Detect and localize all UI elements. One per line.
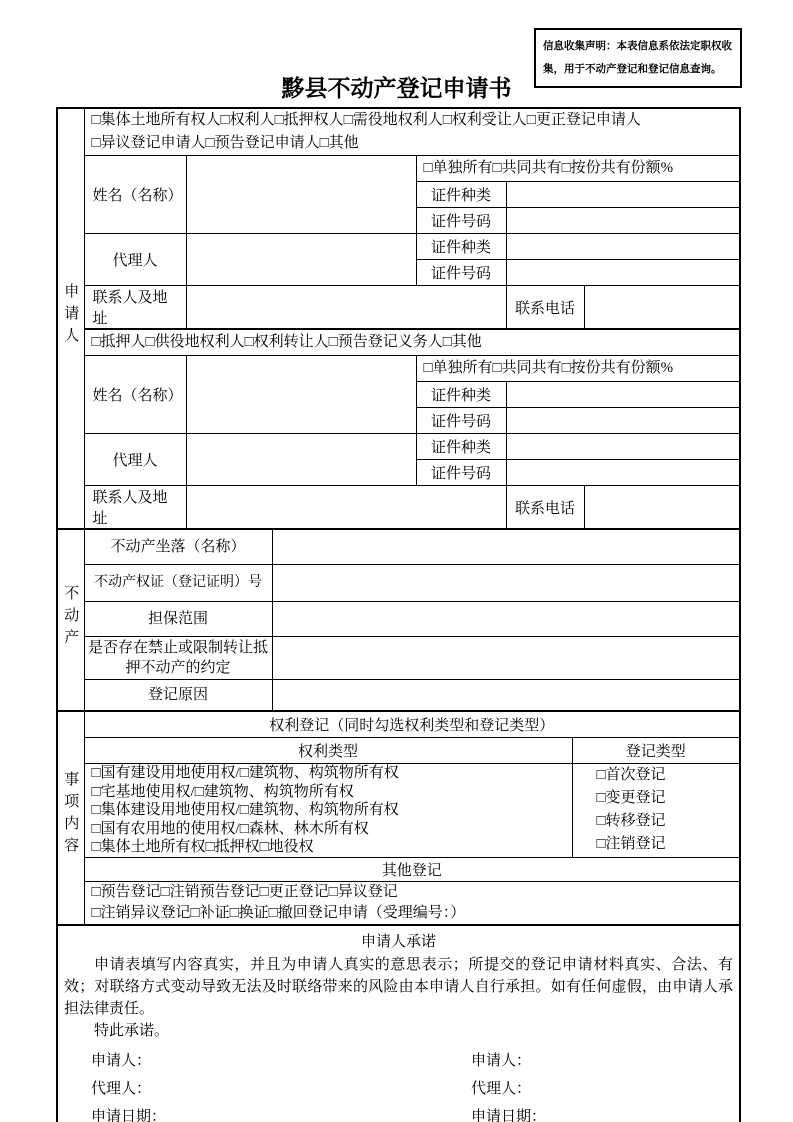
applicant-section [58, 109, 739, 528]
estate-location-label: 不动产坐落（名称） [84, 529, 272, 565]
applicant2-agent-cert-no-input[interactable] [506, 460, 739, 486]
applicant1-cert-no-input[interactable] [506, 208, 739, 234]
other-registration-options[interactable] [84, 881, 739, 924]
reg-type-option-change[interactable]: □变更登记 [596, 790, 666, 807]
applicant1-cert-type-label: 证件种类 [416, 182, 506, 208]
applicant2-ownership-options[interactable]: □单独所有□共同共有□按份共有份额% [416, 356, 739, 382]
estate-guarantee-scope-label: 担保范围 [84, 602, 272, 637]
applicant2-agent-input[interactable] [186, 434, 416, 486]
applicant1-agent-cert-no-input[interactable] [506, 260, 739, 286]
sign-applicant-left[interactable]: 申请人： [91, 1053, 152, 1069]
applicant2-phone-label: 联系电话 [506, 486, 584, 529]
other-registration-option-line1[interactable]: □预告登记□注销预告登记□更正登记□异议登记 [91, 883, 398, 900]
reg-type-options[interactable] [572, 764, 739, 858]
application-form-table [56, 107, 741, 1122]
applicant2-name-input[interactable] [186, 356, 416, 434]
applicant1-agent-label: 代理人 [84, 234, 186, 286]
right-type-option-2[interactable]: □宅基地使用权/□建筑物、构筑物所有权 [91, 783, 354, 800]
applicant1-agent-cert-type-label: 证件种类 [416, 234, 506, 260]
sign-date-left[interactable]: 申请日期： [91, 1109, 167, 1122]
rights-registration-header: 权利登记（同时勾选权利类型和登记类型） [84, 711, 739, 738]
applicant-section-vertical-label: 申请人 [58, 109, 84, 528]
applicant2-cert-type-input[interactable] [506, 382, 739, 408]
reg-type-option-cancel[interactable]: □注销登记 [596, 836, 666, 853]
applicant1-agent-cert-type-input[interactable] [506, 234, 739, 260]
applicant2-agent-cert-type-label: 证件种类 [416, 434, 506, 460]
applicant2-cert-no-label: 证件号码 [416, 408, 506, 434]
applicant2-role-options[interactable]: □抵押人□供役地权利人□权利转让人□预告登记义务人□其他 [84, 329, 739, 356]
reg-type-option-transfer[interactable]: □转移登记 [596, 813, 666, 830]
estate-guarantee-scope-input[interactable] [272, 602, 739, 637]
applicant1-contact-input[interactable] [186, 286, 506, 330]
sign-row-agent [58, 1074, 739, 1102]
estate-cert-no-label: 不动产权证（登记证明）号 [84, 565, 272, 602]
right-type-header: 权利类型 [84, 738, 572, 764]
right-type-options[interactable] [84, 764, 572, 858]
sign-date-right[interactable]: 申请日期： [471, 1109, 547, 1122]
right-type-option-5[interactable]: □集体土地所有权□抵押权□地役权 [91, 839, 314, 855]
estate-section-vertical-label: 不动产 [58, 529, 84, 710]
estate-restriction-input[interactable] [272, 637, 739, 680]
applicant1-name-label: 姓名（名称） [84, 156, 186, 234]
sign-row-applicant [58, 1046, 739, 1074]
matters-section [58, 710, 739, 924]
sign-row-date [58, 1102, 739, 1122]
promise-header: 申请人承诺 [360, 933, 436, 950]
right-type-option-3[interactable]: □集体建设用地使用权/□建筑物、构筑物所有权 [91, 802, 399, 818]
promise-closing: 特此承诺。 [94, 1022, 170, 1039]
right-type-option-1[interactable]: □国有建设用地使用权/□建筑物、构筑物所有权 [91, 765, 399, 781]
matters-section-vertical-label: 事项内容 [58, 711, 84, 924]
applicant1-name-input[interactable] [186, 156, 416, 234]
promise-body: 申请表填写内容真实，并且为申请人真实的意思表示；所提交的登记申请材料真实、合法、有效；对联络方式变动导致无法及时联络带来的风险由本申请人自行承担。如有任何虚假，由申请人承担法律责任。 [64, 956, 733, 1017]
estate-reg-reason-label: 登记原因 [84, 680, 272, 711]
applicant2-cert-no-input[interactable] [506, 408, 739, 434]
notice-text: 信息收集声明：本表信息系依法定职权收集，用于不动产登记和登记信息查询。 [543, 41, 732, 75]
reg-type-header: 登记类型 [572, 738, 739, 764]
sign-agent-right[interactable]: 代理人： [471, 1081, 532, 1097]
estate-restriction-label: 是否存在禁止或限制转让抵押不动产的约定 [84, 637, 272, 680]
sign-agent-left[interactable]: 代理人： [91, 1081, 152, 1097]
applicant2-cert-type-label: 证件种类 [416, 382, 506, 408]
estate-section [58, 528, 739, 710]
promise-section [58, 924, 739, 1122]
sign-applicant-right[interactable]: 申请人： [471, 1053, 532, 1069]
applicant1-phone-input[interactable] [584, 286, 739, 330]
other-registration-header: 其他登记 [84, 857, 739, 881]
applicant1-cert-no-label: 证件号码 [416, 208, 506, 234]
applicant2-agent-cert-type-input[interactable] [506, 434, 739, 460]
page-title: 黟县不动产登记申请书 [281, 75, 512, 101]
applicant2-name-label: 姓名（名称） [84, 356, 186, 434]
right-type-option-4[interactable]: □国有农用地的使用权/□森林、林木所有权 [91, 820, 369, 837]
estate-reg-reason-input[interactable] [272, 680, 739, 711]
applicant1-role-options-line1[interactable]: □集体土地所有权人□权利人□抵押权人□需役地权利人□权利受让人□更正登记申请人 [91, 112, 641, 128]
applicant2-agent-label: 代理人 [84, 434, 186, 486]
applicant1-contact-label: 联系人及地址 [84, 286, 186, 330]
applicant1-role-options[interactable] [84, 109, 739, 156]
applicant1-agent-input[interactable] [186, 234, 416, 286]
applicant1-ownership-options[interactable]: □单独所有□共同共有□按份共有份额% [416, 156, 739, 182]
other-registration-option-line2[interactable]: □注销异议登记□补证□换证□撤回登记申请（受理编号：） [91, 904, 466, 921]
estate-location-input[interactable] [272, 529, 739, 565]
applicant2-contact-label: 联系人及地址 [84, 486, 186, 529]
applicant1-cert-type-input[interactable] [506, 182, 739, 208]
reg-type-option-first[interactable]: □首次登记 [596, 767, 666, 784]
applicant2-contact-input[interactable] [186, 486, 506, 529]
applicant1-phone-label: 联系电话 [506, 286, 584, 330]
applicant2-phone-input[interactable] [584, 486, 739, 529]
form-header [0, 0, 793, 107]
applicant1-role-options-line2[interactable]: □异议登记申请人□预告登记申请人□其他 [91, 135, 359, 151]
applicant2-agent-cert-no-label: 证件号码 [416, 460, 506, 486]
applicant1-agent-cert-no-label: 证件号码 [416, 260, 506, 286]
estate-cert-no-input[interactable] [272, 565, 739, 602]
